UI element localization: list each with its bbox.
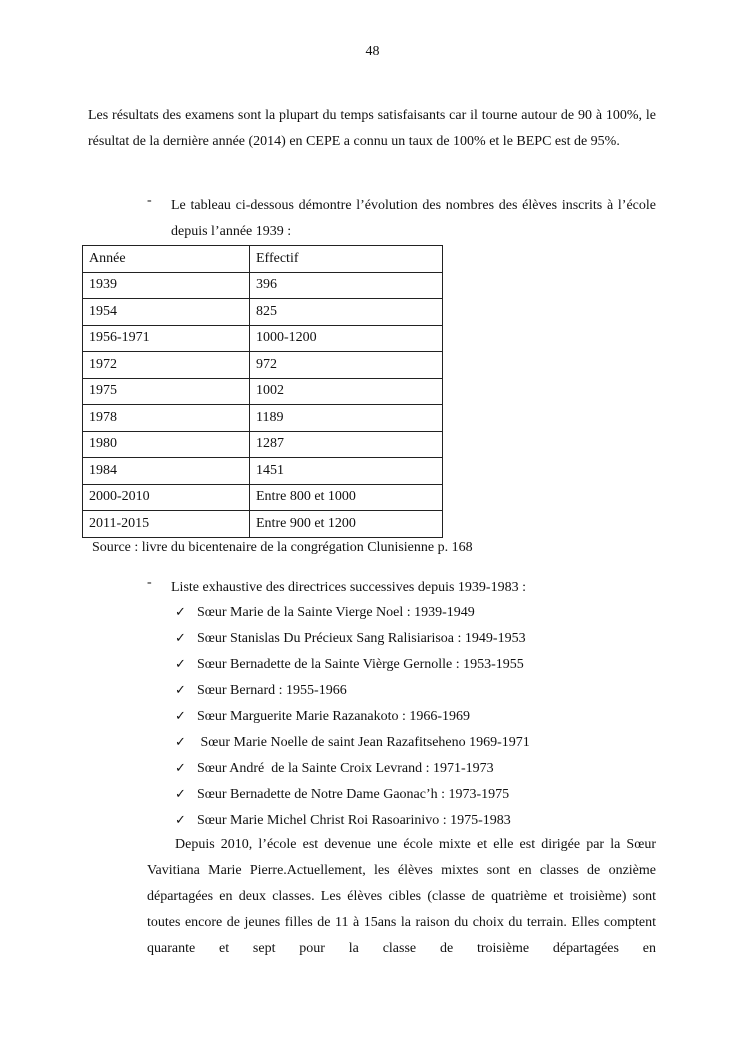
list-item <box>175 652 530 678</box>
table-row <box>83 378 443 405</box>
intro-paragraph: Les résultats des examens sont la plupart du temps satisfaisants car il tourne autour de 90 à 100%, le résultat de la dernière année (2014) en CEPE a connu un taux de 100% et le BEPC est de 95%. <box>88 108 656 149</box>
table-cell-year: 2011-2015 <box>83 511 250 538</box>
list-item-text: Sœur Marie Noelle de saint Jean Razafitseheno 1969-1971 <box>197 735 530 750</box>
checkmark-icon: ✓ <box>175 631 186 646</box>
table-row <box>83 458 443 485</box>
checkmark-icon: ✓ <box>175 761 186 776</box>
table-cell-year: 1984 <box>83 458 250 485</box>
table-row <box>83 272 443 299</box>
list-item-text: Sœur Bernadette de Notre Dame Gaonac’h : 1973-1975 <box>197 787 510 802</box>
dash-bullet: - <box>147 193 152 208</box>
checkmark-icon: ✓ <box>175 657 186 672</box>
table-row <box>83 352 443 379</box>
table-cell-year: 1972 <box>83 352 250 379</box>
list-item <box>175 626 530 652</box>
checkmark-icon: ✓ <box>175 787 186 802</box>
table-cell-year: 1980 <box>83 431 250 458</box>
list-item-text: Sœur André de la Sainte Croix Levrand : 1971-1973 <box>197 761 494 776</box>
list-item-text: Sœur Marguerite Marie Razanakoto : 1966-1969 <box>197 709 471 724</box>
page-number: 48 <box>365 44 380 59</box>
table-header-row <box>83 246 443 273</box>
table-row <box>83 299 443 326</box>
table-cell-year: 1954 <box>83 299 250 326</box>
table-row <box>83 484 443 511</box>
table-row <box>83 405 443 432</box>
list-item <box>175 678 530 704</box>
table-cell-year: 1975 <box>83 378 250 405</box>
list-intro-text: Liste exhaustive des directrices successives depuis 1939-1983 : <box>171 580 526 595</box>
checkmark-icon: ✓ <box>175 735 186 750</box>
list-item-text: Sœur Bernard : 1955-1966 <box>197 683 347 698</box>
checkmark-icon: ✓ <box>175 605 186 620</box>
table-cell-count: 825 <box>250 299 443 326</box>
directrices-list <box>175 600 530 834</box>
table-cell-count: 1287 <box>250 431 443 458</box>
checkmark-icon: ✓ <box>175 683 186 698</box>
table-cell-year: 1956-1971 <box>83 325 250 352</box>
dash-bullet: - <box>147 575 152 590</box>
table-cell-count: 396 <box>250 272 443 299</box>
table-cell-year: 1939 <box>83 272 250 299</box>
list-item-text: Sœur Bernadette de la Sainte Vièrge Gernolle : 1953-1955 <box>197 657 524 672</box>
list-item <box>175 600 530 626</box>
list-item-text: Sœur Marie Michel Christ Roi Rasoarinivo : 1975-1983 <box>197 813 511 828</box>
table-cell-year: 2000-2010 <box>83 484 250 511</box>
list-item-text: Sœur Stanislas Du Précieux Sang Ralisiarisoa : 1949-1953 <box>197 631 526 646</box>
table-cell-count: 1000-1200 <box>250 325 443 352</box>
table-cell-count: 1451 <box>250 458 443 485</box>
list-intro-item <box>147 575 656 601</box>
list-item <box>175 704 530 730</box>
table-cell-count: 1189 <box>250 405 443 432</box>
list-item-text: Sœur Marie de la Sainte Vierge Noel : 1939-1949 <box>197 605 475 620</box>
table-cell-year: 1978 <box>83 405 250 432</box>
closing-paragraph: Depuis 2010, l’école est devenue une école mixte et elle est dirigée par la Sœur Vavitiana Marie Pierre.Actuellement, les élèves mixtes sont en classes de onzième départagées en deux classes. Les élèves cibles (classe de quatrième et troisième) sont toutes encore de jeunes filles de 11 à 15ans la raison du choix du terrain. Elles comptent quarante et sept pour la classe de troisième départagées en <box>147 837 656 956</box>
checkmark-icon: ✓ <box>175 709 186 724</box>
list-item <box>175 782 530 808</box>
table-intro-text: Le tableau ci-dessous démontre l’évolution des nombres des élèves inscrits à l’école depuis l’année 1939 : <box>171 198 656 239</box>
list-item <box>175 730 530 756</box>
table-row <box>83 511 443 538</box>
table-source: Source : livre du bicentenaire de la congrégation Clunisienne p. 168 <box>92 540 473 555</box>
list-item <box>175 756 530 782</box>
table-intro-item <box>147 193 656 245</box>
table-cell-count: Entre 800 et 1000 <box>250 484 443 511</box>
table-cell-count: Entre 900 et 1200 <box>250 511 443 538</box>
list-item <box>175 808 530 834</box>
table-cell-count: 1002 <box>250 378 443 405</box>
table-header-year: Année <box>83 246 250 273</box>
table-cell-count: 972 <box>250 352 443 379</box>
table-row <box>83 431 443 458</box>
table-row <box>83 325 443 352</box>
enrollment-table <box>82 245 443 538</box>
checkmark-icon: ✓ <box>175 813 186 828</box>
table-header-count: Effectif <box>250 246 443 273</box>
